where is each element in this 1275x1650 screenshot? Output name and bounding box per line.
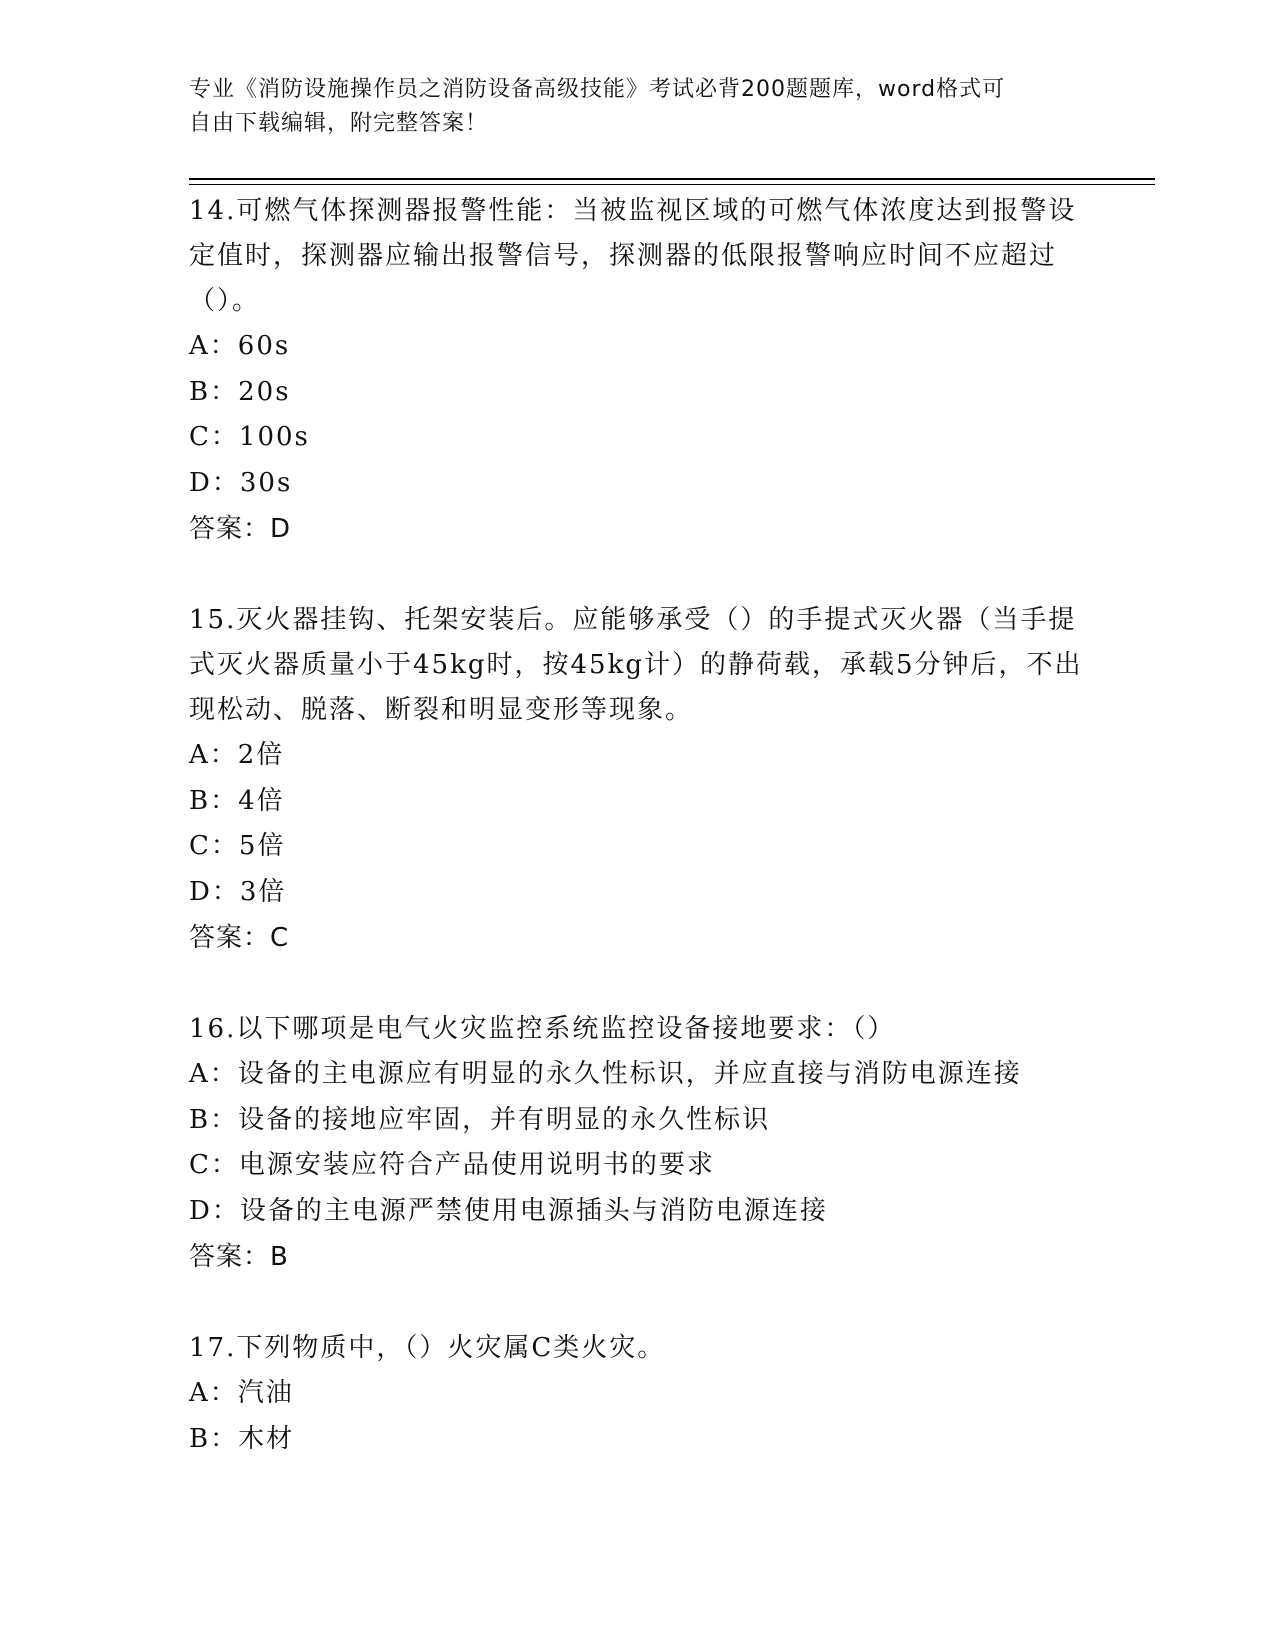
option-a <box>189 1052 1089 1098</box>
option-letter: B： <box>189 1104 239 1135</box>
answer-line: 答案：B <box>189 1242 289 1272</box>
option-b <box>189 1417 1089 1463</box>
option-letter: B： <box>189 376 239 407</box>
question-stem: 16.以下哪项是电气火灾监控系统监控设备接地要求：（） <box>189 1014 896 1044</box>
option-b <box>189 779 1089 825</box>
option-text: 3倍 <box>239 876 287 907</box>
option-letter: C： <box>189 422 239 452</box>
question-stem: 14.可燃气体探测器报警性能：当被监视区域的可燃气体浓度达到报警设定值时，探测器应输出报警信号，探测器的低限报警响应时间不应超过（）。 <box>189 196 1077 316</box>
answer-line: 答案：C <box>189 923 290 953</box>
option-letter: A： <box>189 1059 238 1089</box>
option-b <box>189 1098 1089 1144</box>
option-text: 60s <box>237 331 291 361</box>
option-d <box>189 1189 1089 1235</box>
option-b <box>189 370 1089 416</box>
option-letter: C： <box>189 1150 239 1180</box>
option-a <box>189 733 1089 779</box>
question-17 <box>189 1326 1089 1462</box>
option-text: 设备的主电源应有明显的永久性标识，并应直接与消防电源连接 <box>237 1059 1022 1089</box>
option-letter: B： <box>189 785 239 816</box>
option-letter: D： <box>189 876 240 907</box>
option-text: 电源安装应符合产品使用说明书的要求 <box>238 1150 715 1180</box>
header-rule-thin <box>189 184 1155 185</box>
option-letter: A： <box>189 740 238 770</box>
header-rule-thick <box>189 178 1155 180</box>
document-header <box>189 73 1069 141</box>
option-c <box>189 415 1089 461</box>
option-text: 木材 <box>238 1423 295 1454</box>
option-d <box>189 870 1089 916</box>
answer-line: 答案：D <box>189 514 292 544</box>
question-list <box>189 189 1089 1508</box>
option-text: 汽油 <box>237 1378 294 1408</box>
question-stem: 17.下列物质中，（）火灾属C类火灾。 <box>189 1333 666 1363</box>
option-text: 20s <box>238 376 291 407</box>
question-16 <box>189 1007 1089 1280</box>
option-letter: B： <box>189 1423 239 1454</box>
header-line-1: 专业《消防设施操作员之消防设备高级技能》考试必背200题题库，word格式可 <box>189 77 1006 102</box>
option-text: 100s <box>238 422 310 452</box>
question-15 <box>189 598 1089 961</box>
option-a <box>189 324 1089 370</box>
header-line-2: 自由下载编辑，附完整答案！ <box>189 111 489 136</box>
option-letter: A： <box>189 331 238 361</box>
question-stem: 15.灭火器挂钩、托架安装后。应能够承受（）的手提式灭火器（当手提式灭火器质量小于45kg时，按45kg计）的静荷载，承载5分钟后，不出现松动、脱落、断裂和明显变形等现象。 <box>189 605 1083 725</box>
option-text: 2倍 <box>237 740 285 770</box>
option-c <box>189 1143 1089 1189</box>
option-text: 5倍 <box>238 831 286 861</box>
option-letter: D： <box>189 467 240 498</box>
option-text: 设备的接地应牢固，并有明显的永久性标识 <box>238 1104 771 1135</box>
option-text: 4倍 <box>238 785 285 816</box>
option-letter: C： <box>189 831 239 861</box>
question-14 <box>189 189 1089 552</box>
option-text: 设备的主电源严禁使用电源插头与消防电源连接 <box>239 1195 828 1226</box>
option-text: 30s <box>239 467 293 498</box>
option-letter: D： <box>189 1195 240 1226</box>
option-a <box>189 1371 1089 1417</box>
option-letter: A： <box>189 1378 238 1408</box>
option-d <box>189 461 1089 507</box>
option-c <box>189 824 1089 870</box>
